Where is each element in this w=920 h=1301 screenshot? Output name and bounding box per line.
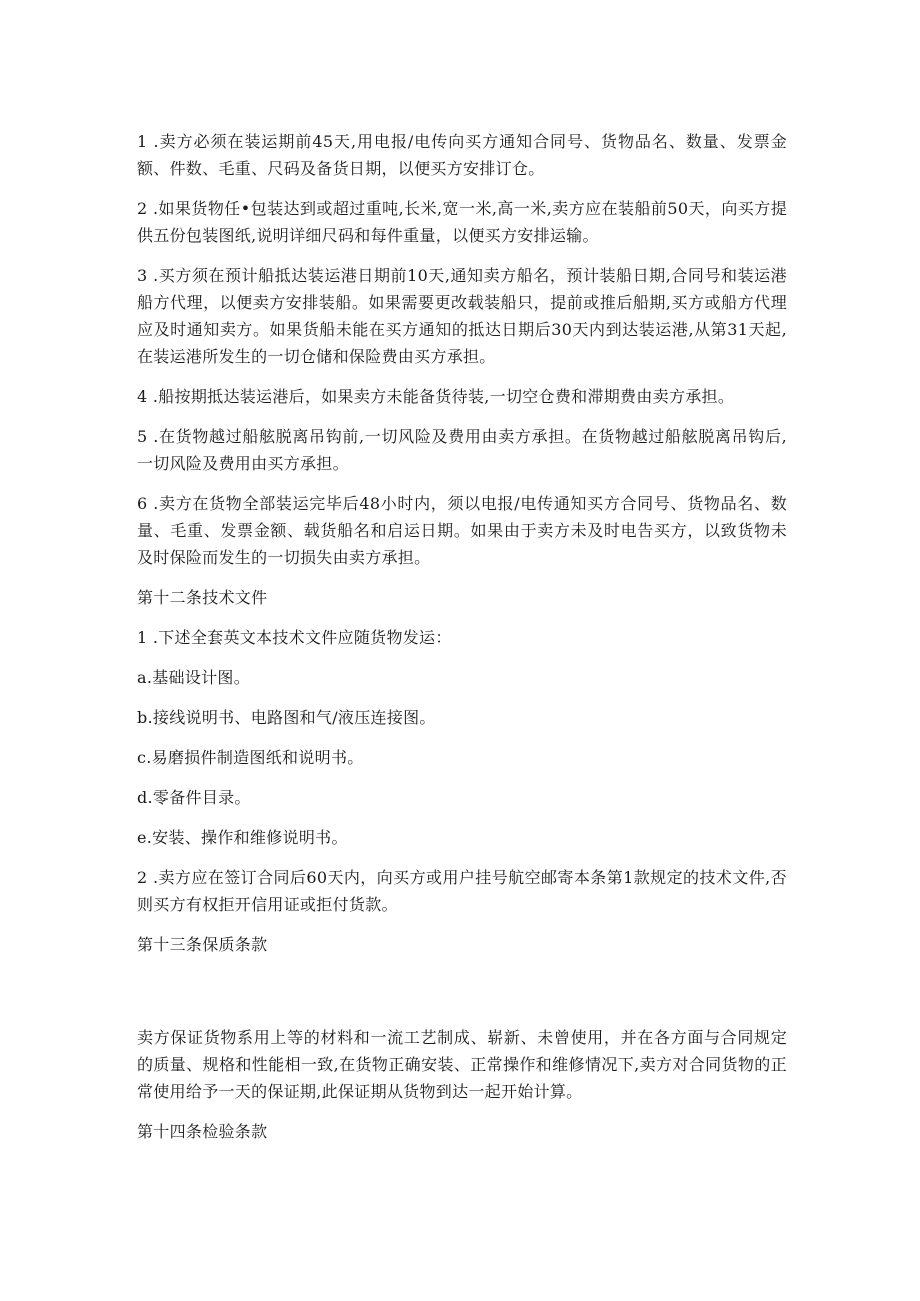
clause-paragraph: 2 .如果货物任•包装达到或超过重吨,长米,宽一米,高一米,卖方应在装船前50天，向买方提供五份包装图纸,说明详细尺码和每件重量，以便买方安排运输。 bbox=[137, 199, 787, 245]
section-14-title: 第十四条检验条款 bbox=[137, 1122, 268, 1141]
blank-gap bbox=[137, 971, 787, 1024]
section-12-item-1: 1 .下述全套英文本技术文件应随货物发运： bbox=[137, 628, 452, 647]
sub-item: c.易磨损件制造图纸和说明书。 bbox=[137, 748, 364, 767]
clause-paragraph: 6 .卖方在货物全部装运完毕后48小时内，须以电报/电传通知买方合同号、货物品名、数量、毛重、发票金额、载货船名和启运日期。如果由于卖方未及时电告买方，以致货物未及时保险而发生的一切损失由卖方承担。 bbox=[137, 494, 787, 567]
section-12-title: 第十二条技术文件 bbox=[137, 588, 268, 607]
clause-paragraph: 4 .船按期抵达装运港后，如果卖方未能备货待装,一切空仓费和滞期费由卖方承担。 bbox=[137, 387, 735, 406]
section-13-body: 卖方保证货物系用上等的材料和一流工艺制成、崭新、未曾使用，并在各方面与合同规定的质量、规格和性能相一致,在货物正确安装、正常操作和维修情况下,卖方对合同货物的正常使用给予一天的保证期,此保证期从货物到达一起开始计算。 bbox=[137, 1028, 787, 1101]
sub-item: e.安装、操作和维修说明书。 bbox=[137, 828, 348, 847]
section-13-title: 第十三条保质条款 bbox=[137, 935, 268, 954]
section-12-item-2: 2 .卖方应在签订合同后60天内，向买方或用户挂号航空邮寄本条第1款规定的技术文件,否则买方有权拒开信用证或拒付货款。 bbox=[137, 868, 787, 914]
sub-item: d.零备件目录。 bbox=[137, 788, 251, 807]
sub-item: a.基础设计图。 bbox=[137, 668, 251, 687]
clause-paragraph: 5 .在货物越过船舷脱离吊钩前,一切风险及费用由卖方承担。在货物越过船舷脱离吊钩后,一切风险及费用由买方承担。 bbox=[137, 427, 787, 473]
sub-item: b.接线说明书、电路图和气/液压连接图。 bbox=[137, 708, 436, 727]
clause-paragraph: 1 .卖方必须在装运期前45天,用电报/电传向买方通知合同号、货物品名、数量、发票金额、件数、毛重、尺码及备货日期，以便买方安排订仓。 bbox=[137, 132, 787, 178]
clause-paragraph: 3 .买方须在预计船抵达装运港日期前10天,通知卖方船名，预计装船日期,合同号和装运港船方代理，以便卖方安排装船。如果需要更改载装船只，提前或推后船期,买方或船方代理应及时通知卖方。如果货船未能在买方通知的抵达日期后30天内到达装运港,从第31天起,在装运港所发生的一切仓储和保险费由买方承担。 bbox=[137, 266, 787, 366]
document-page bbox=[137, 128, 787, 1158]
